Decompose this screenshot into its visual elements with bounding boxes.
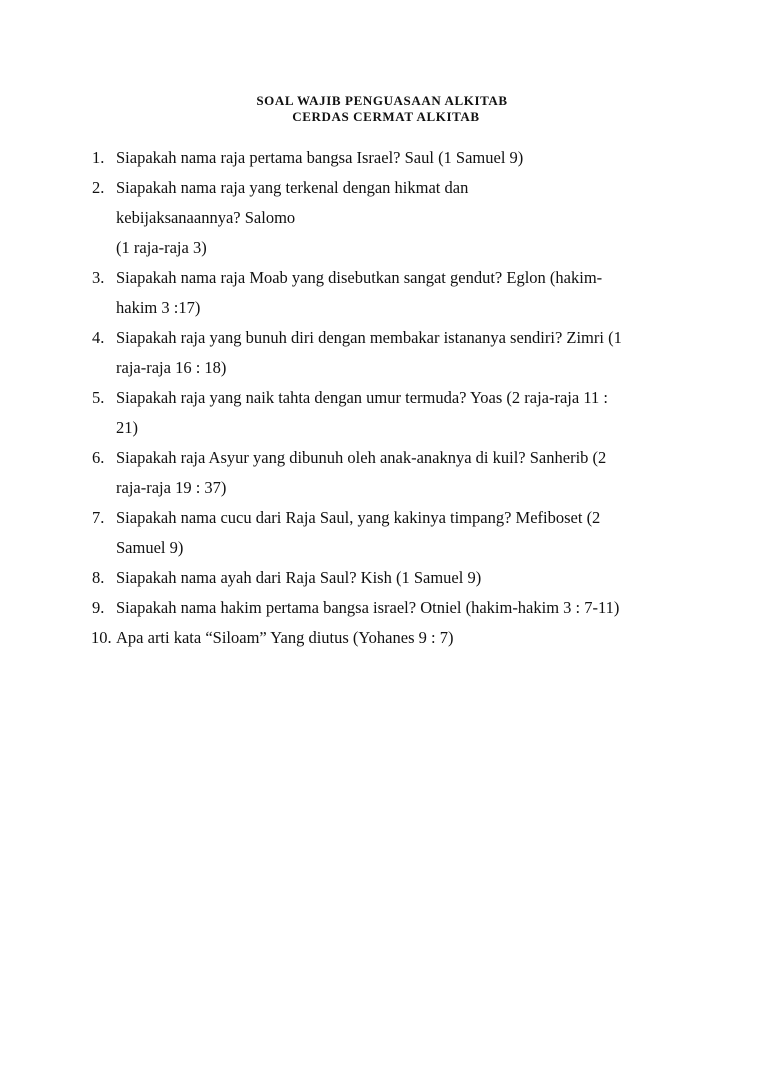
question-item bbox=[92, 323, 692, 383]
question-number: 2. bbox=[92, 178, 105, 197]
question-text-line: Siapakah raja yang naik tahta dengan umur termuda? Yoas (2 raja-raja 11 : bbox=[116, 388, 608, 407]
question-text-line: Siapakah nama raja yang terkenal dengan hikmat dan bbox=[116, 178, 469, 197]
question-text-line: Siapakah nama hakim pertama bangsa israel? Otniel (hakim-hakim 3 : 7-11) bbox=[116, 598, 620, 617]
question-text-line: Samuel 9) bbox=[116, 538, 184, 557]
question-text-line: (1 raja-raja 3) bbox=[116, 238, 207, 257]
question-item bbox=[92, 173, 692, 263]
document-title bbox=[0, 93, 768, 125]
question-number: 6. bbox=[92, 448, 105, 467]
question-text-line: raja-raja 16 : 18) bbox=[116, 358, 227, 377]
title-line-1: SOAL WAJIB PENGUASAAN ALKITAB bbox=[256, 93, 508, 108]
question-number: 9. bbox=[92, 598, 105, 617]
question-number: 1. bbox=[92, 148, 105, 167]
question-number: 10. bbox=[91, 628, 112, 647]
question-number: 5. bbox=[92, 388, 105, 407]
question-text-line: hakim 3 :17) bbox=[116, 298, 201, 317]
question-item bbox=[92, 623, 692, 653]
question-number: 7. bbox=[92, 508, 105, 527]
question-text-line: Siapakah nama raja pertama bangsa Israel? Saul (1 Samuel 9) bbox=[116, 148, 524, 167]
question-list bbox=[92, 143, 692, 653]
question-text-line: raja-raja 19 : 37) bbox=[116, 478, 227, 497]
question-item bbox=[92, 563, 692, 593]
question-item bbox=[92, 383, 692, 443]
question-text-line: Siapakah nama ayah dari Raja Saul? Kish (1 Samuel 9) bbox=[116, 568, 482, 587]
question-text-line: Siapakah raja yang bunuh diri dengan membakar istananya sendiri? Zimri (1 bbox=[116, 328, 622, 347]
question-text-line: Siapakah nama raja Moab yang disebutkan sangat gendut? Eglon (hakim- bbox=[116, 268, 603, 287]
question-number: 4. bbox=[92, 328, 105, 347]
question-text-line: kebijaksanaannya? Salomo bbox=[116, 208, 296, 227]
question-text-line: Siapakah nama cucu dari Raja Saul, yang kakinya timpang? Mefiboset (2 bbox=[116, 508, 601, 527]
question-number: 8. bbox=[92, 568, 105, 587]
question-item bbox=[92, 143, 692, 173]
question-number: 3. bbox=[92, 268, 105, 287]
question-text-line: Siapakah raja Asyur yang dibunuh oleh anak-anaknya di kuil? Sanherib (2 bbox=[116, 448, 607, 467]
question-item bbox=[92, 263, 692, 323]
question-item bbox=[92, 593, 692, 623]
question-text-line: 21) bbox=[116, 418, 138, 437]
title-line-2: CERDAS CERMAT ALKITAB bbox=[292, 109, 480, 124]
question-text-line: Apa arti kata “Siloam” Yang diutus (Yohanes 9 : 7) bbox=[116, 628, 454, 647]
question-item bbox=[92, 503, 692, 563]
question-item bbox=[92, 443, 692, 503]
